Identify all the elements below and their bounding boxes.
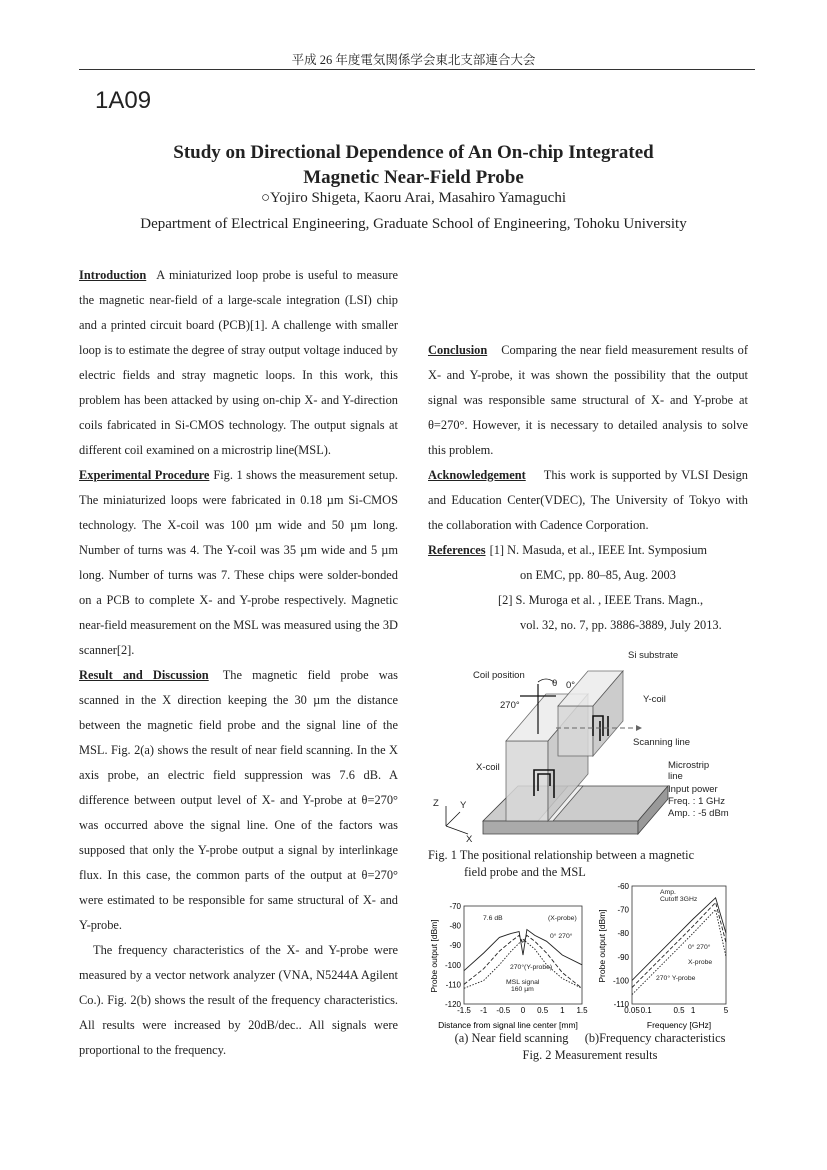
- x-tick-label: -0.5: [496, 1006, 511, 1015]
- freq-label: Freq. : 1 GHz: [668, 796, 726, 807]
- x-coil-label: X-coil: [476, 762, 500, 773]
- coil-position-label: Coil position: [473, 670, 525, 681]
- x-tick-label: 0.05: [624, 1006, 640, 1015]
- deg270-label: 270°: [500, 700, 520, 711]
- x-axis-label-a: Distance from signal line center [mm]: [438, 1020, 578, 1030]
- y-tick-label: -90: [449, 941, 461, 951]
- y-tick-label: -90: [617, 952, 629, 962]
- y-tick-label: -70: [449, 902, 461, 911]
- figure-2b-chart: [596, 880, 748, 1032]
- x-axis: [446, 826, 468, 834]
- results-paragraph: [79, 663, 398, 938]
- y-tick-label: -80: [449, 921, 461, 931]
- y-coil-label: Y-coil: [643, 694, 666, 705]
- annotation-cutoff: Cutoff 3GHz: [660, 896, 698, 903]
- results-paragraph-2: The frequency characteristics of the X- and Y-probe were measured by a vector network analyzer (VNA, N5244A Agilent Co.). Fig. 2(b) shows the result of the frequency characteristics. All results were increased by 20dB/dec.. All signals were proportional to the frequency.: [79, 943, 398, 1057]
- figure-1-caption: [428, 847, 748, 881]
- references-paragraph: [428, 538, 748, 563]
- x-tick-label: 0.5: [673, 1006, 685, 1015]
- microstrip-label-2: line: [668, 771, 683, 782]
- plot-frame-b: [632, 886, 726, 1004]
- annotation-y-probe: 270°(Y-probe): [510, 964, 553, 971]
- amp-label: Amp. : -5 dBm: [668, 808, 729, 819]
- series-line: [632, 898, 726, 981]
- x-tick-label: -1.5: [457, 1006, 471, 1015]
- y-axis-label-b: Probe output [dBm]: [597, 909, 607, 983]
- scanning-line-label: Scanning line: [633, 737, 691, 748]
- procedure-text: Fig. 1 shows the measurement setup. The miniaturized loops were fabricated in 0.18 µm Si-CMOS technology. The X-coil was 100 µm wide and 50 µm long. Number of turns was 4. The Y-coil was 35 µm wide and 5 µm long. Number of turns was 7. These chips were solder-bonded on a PCB to complete X- and Y-probe respectively. Magnetic near-field measurement on the MSL was measured using the 3D scanner[2].: [79, 468, 398, 657]
- y-tick-label: -120: [444, 1000, 461, 1009]
- intro-paragraph: [79, 263, 398, 463]
- axis-x-label: X: [466, 834, 473, 844]
- annotation-msl-2: 160 µm: [511, 986, 534, 993]
- title-line-2: Magnetic Near-Field Probe: [303, 167, 524, 188]
- paper-id: 1A09: [95, 87, 152, 114]
- left-column: [79, 263, 398, 1063]
- figure-1-setup-diagram: [428, 646, 748, 844]
- x-tick-label: 1: [560, 1006, 565, 1015]
- theta-label: θ: [552, 678, 558, 689]
- figure-2-subcaptions: [430, 1031, 750, 1046]
- conclusion-paragraph: [428, 338, 748, 463]
- reference-1a: [1] N. Masuda, et al., IEEE Int. Symposium: [489, 543, 708, 557]
- annotation-x-probe: (X-probe): [548, 915, 577, 922]
- annotation-angles-b: 0° 270°: [688, 944, 711, 951]
- figure-2a-chart: [428, 880, 593, 1032]
- ack-heading: Acknowledgement: [428, 468, 526, 482]
- intro-text: A miniaturized loop probe is useful to measure the magnetic near-field of a large-scale integration (LSI) chip and a printed circuit board (PCB)[1]. A challenge with smaller loop is to estimate the degree of stray output voltage induced by electric fields and stray magnetic loops. In this work, this problem has been attacked by using on-chip X- and Y-direction coils fabricated in Si-CMOS technology. The output signals at different coil examined on a microstrip line(MSL).: [79, 268, 398, 457]
- figure-1-caption-line-2: field probe and the MSL: [464, 865, 586, 879]
- y-tick-label: -110: [613, 1000, 629, 1009]
- results-text: The magnetic field probe was scanned in the X direction keeping the 30 µm the distance between the magnetic field probe and the signal line of the MSL. Fig. 2(a) shows the result of near field scanning. In the X axis probe, an electric field suppression was 7.6 dB. A difference between output level of X- and Y-probe at θ=270° was occurred above the signal line. One of the factors was supposed that only the Y-probe output a signal by interlinkage flux. In this case, the common parts of the output at θ=270° were estimated to be responsible for same structural of X- and Y-probe.: [79, 668, 398, 932]
- conference-header: 平成 26 年度電気関係学会東北支部連合大会: [291, 53, 536, 67]
- procedure-heading: Experimental Procedure: [79, 468, 210, 482]
- x-tick-label: 5: [723, 1006, 729, 1015]
- y-tick-label: -60: [617, 882, 629, 891]
- annotation-7-6db: 7.6 dB: [483, 915, 503, 922]
- x-tick-label: 0.5: [537, 1006, 549, 1015]
- intro-heading: Introduction: [79, 268, 147, 282]
- x-tick-label: 1: [690, 1006, 696, 1015]
- reference-2b: vol. 32, no. 7, pp. 3886-3889, July 2013.: [520, 618, 722, 632]
- y-axis-label-a: Probe output [dBm]: [429, 919, 439, 993]
- x-tick-label: -1: [480, 1006, 488, 1015]
- microstrip-label-1: Microstrip: [668, 760, 710, 771]
- procedure-paragraph: [79, 463, 398, 663]
- y-tick-label: -110: [445, 980, 461, 990]
- axis-y-label: Y: [460, 800, 467, 811]
- x-axis-label-b: Frequency [GHz]: [646, 1020, 712, 1030]
- x-tick-label: 0: [520, 1006, 526, 1015]
- pcb-front: [483, 821, 638, 834]
- figure-2a-caption: (a) Near field scanning: [454, 1031, 569, 1045]
- y-axis: [446, 812, 460, 826]
- axis-z-label: Z: [433, 798, 439, 809]
- header-rule: [79, 69, 755, 70]
- affiliation: Department of Electrical Engineering, Graduate School of Engineering, Tohoku University: [140, 216, 687, 232]
- annotation-amp: Amp.: [660, 889, 676, 896]
- y-tick-label: -80: [617, 929, 629, 939]
- reference-2a: [2] S. Muroga et al. , IEEE Trans. Magn.,: [498, 593, 704, 607]
- authors: ○Yojiro Shigeta, Kaoru Arai, Masahiro Yamaguchi: [260, 190, 566, 206]
- x-coil-chip-front: [506, 741, 548, 821]
- figure-1-caption-line-1: Fig. 1 The positional relationship between a magnetic: [428, 848, 695, 862]
- input-power-label: Input power: [668, 784, 718, 795]
- annotation-msl-1: MSL signal: [506, 979, 540, 986]
- y-tick-label: -100: [444, 960, 461, 970]
- y-tick-label: -70: [617, 905, 629, 915]
- conclusion-text: Comparing the near field measurement results of X- and Y-probe, it was shown the possibility that the output signal was responsible same structural of X- and Y-probe at θ=270°. However, it is necessary to detailed analysis to solve this problem.: [428, 343, 748, 457]
- deg0-label: 0°: [566, 680, 576, 691]
- x-tick-label: 1.5: [576, 1006, 588, 1015]
- title-line-1: Study on Directional Dependence of An On-chip Integrated: [173, 142, 654, 163]
- y-tick-label: -100: [612, 976, 629, 986]
- results-heading: Result and Discussion: [79, 668, 209, 682]
- figure-2b-caption: (b)Frequency characteristics: [584, 1031, 726, 1045]
- ack-text: This work is supported by VLSI Design and Education Center(VDEC), The University of Tokyo with the collaboration with Cadence Corporation.: [428, 468, 748, 532]
- ack-paragraph: [428, 463, 748, 538]
- reference-1b: on EMC, pp. 80–85, Aug. 2003: [520, 568, 676, 582]
- paper-title: [0, 140, 827, 190]
- si-substrate-label: Si substrate: [628, 650, 679, 661]
- figure-2-caption: Fig. 2 Measurement results: [522, 1048, 658, 1062]
- conclusion-heading: Conclusion: [428, 343, 488, 357]
- annotation-y-probe-b: 270° Y-probe: [656, 975, 696, 982]
- y-coil-chip-front: [558, 706, 593, 756]
- right-column: [428, 263, 748, 638]
- annotation-x-probe-b: X-probe: [688, 959, 713, 966]
- references-heading: References: [428, 543, 486, 557]
- x-tick-label: 0.1: [640, 1006, 652, 1015]
- annotation-angles-a: 0° 270°: [550, 933, 573, 940]
- scan-arrow: [636, 725, 642, 731]
